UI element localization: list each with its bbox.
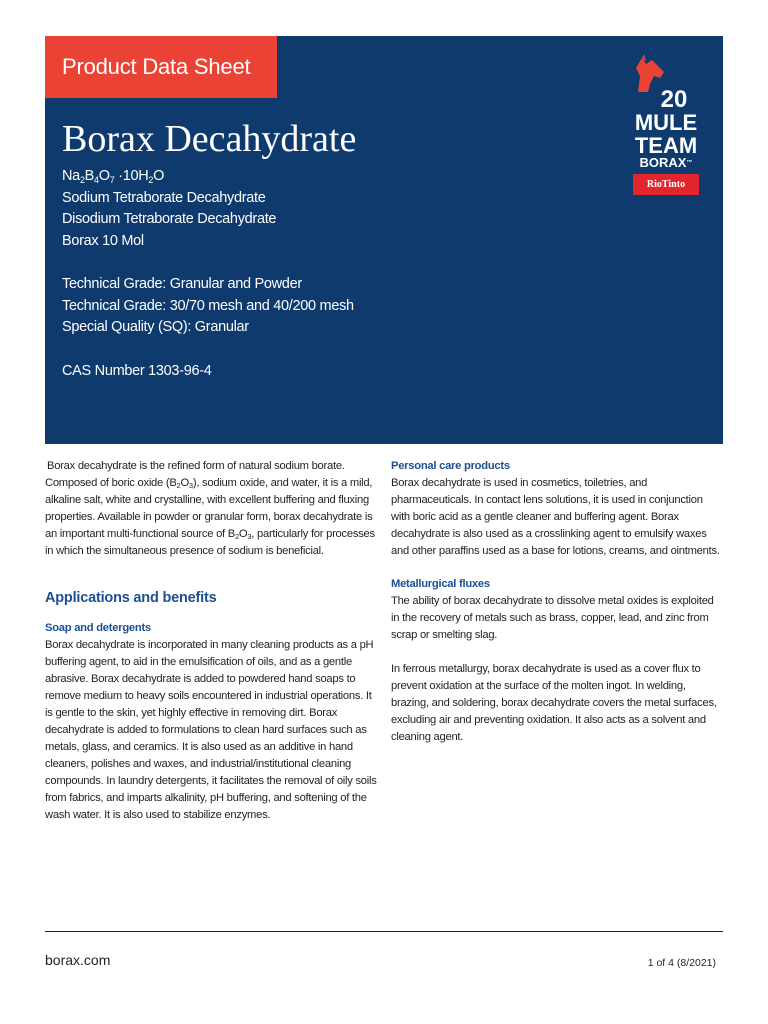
body-paragraph: Borax decahydrate is used in cosmetics, toiletries, and pharmaceuticals. In contact lens solutions, it is used in conjunction with boric acid as a gentle cleaner and buffering agent. Borax decahydrate is also used as a crosslinking agent to emulsify waxes and other paraffins used as a base for lotions, creams, and ointments.: [391, 477, 720, 557]
subsection-heading: Soap and detergents: [45, 622, 151, 634]
riotinto-badge: RioTinto: [633, 174, 699, 195]
logo-number: 20: [660, 86, 688, 113]
logo-word: TEAM: [634, 133, 698, 158]
header-banner: [45, 36, 723, 444]
grade: Technical Grade: Granular and Powder: [62, 276, 302, 292]
subsection-heading: Metallurgical fluxes: [391, 578, 490, 590]
body-paragraph: In ferrous metallurgy, borax decahydrate is used as a cover flux to prevent oxidation at the surface of the molten ingot. In welding, brazing, and soldering, borax decahydrate covers the metal surfaces, excluding air and preventing oxidation. It also acts as a solvent and cleaning agent.: [391, 663, 717, 743]
product-title: Borax Decahydrate: [62, 118, 357, 160]
grade: Special Quality (SQ): Granular: [62, 319, 249, 335]
body-paragraph: Borax decahydrate is incorporated in many cleaning products as a pH buffering agent, to aid in the emulsification of oils, and as a gentle abrasive. Borax decahydrate is added to powdered hand soaps to remove medium to heavy soils encountered in industrial operations. It is gentle to the skin, yet highly effective in removing dirt. Borax decahydrate is added to formulations to clean hard surfaces such as metals, glass, and ceramics. It is also used as an additive in hand cleaners, polishes and waxes, and industrial/institutional cleaning compounds. In laundry detergents, it facilitates the removal of oily soils from fabrics, and imparts alkalinity, pH buffering, and softening of the wash water. It is also used to stabilize enzymes.: [45, 639, 377, 821]
left-column: [45, 458, 377, 824]
document-type-label: Product Data Sheet: [45, 36, 277, 98]
website-link[interactable]: borax.com: [45, 952, 111, 968]
section-heading: Applications and benefits: [45, 590, 217, 606]
footer-divider: [45, 931, 723, 932]
intro-paragraph: Borax decahydrate is the refined form of natural sodium borate. Composed of boric oxide $(B_2O_3)$, sodium oxide, and water, it is a mild, alkaline salt, white and crystalline, with excellent buffering and fluxing properties. Available in powder or granular form, borax decahydrate is an important multi-functional source of $B_2O_3$, particularly for processes in which the simultaneous presence of sodium is beneficial.: [45, 460, 375, 557]
chemical-formula: $Na_2B_4O_7 \cdot 10H_2O$: [62, 168, 165, 185]
logo-brand: BORAX™: [639, 155, 693, 170]
product-identifiers: [62, 166, 354, 382]
right-column: [391, 458, 721, 746]
logo-word: MULE: [634, 110, 698, 135]
synonym: Disodium Tetraborate Decahydrate: [62, 211, 277, 227]
synonym: Borax 10 Mol: [62, 232, 144, 249]
brand-logo: [630, 54, 702, 214]
synonym: Sodium Tetraborate Decahydrate: [62, 189, 266, 206]
page-number: 1 of 4 (8/2021): [647, 957, 716, 969]
subsection-heading: Personal care products: [391, 460, 510, 472]
cas-number: CAS Number 1303-96-4: [62, 362, 212, 379]
body-paragraph: The ability of borax decahydrate to dissolve metal oxides is exploited in the recovery of metals such as brass, copper, lead, and zinc from scrap or smelting slag.: [391, 595, 714, 641]
grade: Technical Grade: 30/70 mesh and 40/200 mesh: [62, 297, 354, 314]
